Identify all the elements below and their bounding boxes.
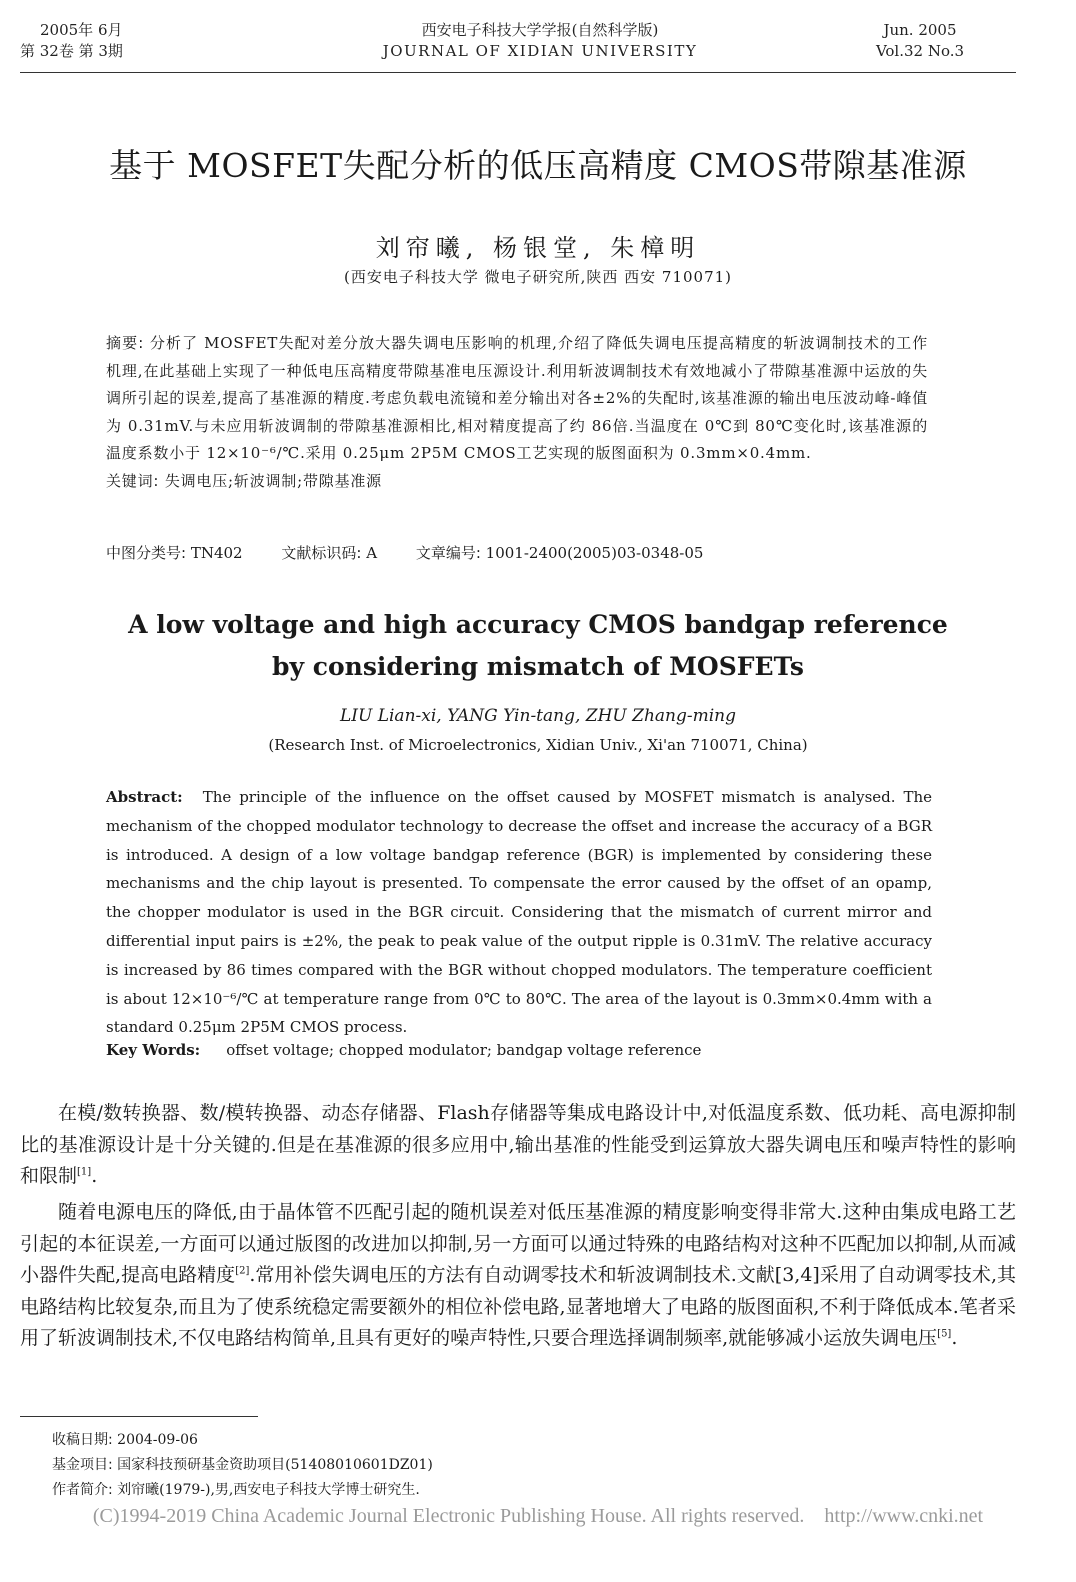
fund-label: 基金项目: [52, 1457, 113, 1473]
paper-affiliation-en: (Research Inst. of Microelectronics, Xidian Univ., Xi'an 710071, China) [268, 736, 808, 754]
clc-value: TN402 [186, 544, 243, 562]
footnote-bio [52, 1478, 952, 1503]
header-volume-en: Vol.32 No.3 [875, 42, 965, 60]
header-volume: 第 32卷 第 3期 [20, 42, 123, 60]
header-issue-info [20, 20, 240, 62]
citation-1: [1] [77, 1166, 92, 1178]
footnote-received [52, 1428, 952, 1453]
paper-title-en [0, 604, 1076, 688]
fund-value: 国家科技预研基金资助项目(51408010601DZ01) [112, 1457, 433, 1473]
abstract-en-label: Abstract: [106, 788, 183, 806]
body-p2-text-b: .常用补偿失调电压的方法有自动调零技术和斩波调制技术.文献[3,4]采用了自动调零技术,其电路结构比较复杂,而且为了使系统稳定需要额外的相位补偿电路,显著地增大了电路的版图面积,不利于降低成本.笔者采用了斩波调制技术,不仅电路结构简单,且具有更好的噪声特性,只要合理选择调制频率,就能够减小运放失调电压 [20, 1264, 1016, 1349]
classification-line [106, 542, 928, 563]
header-date-en: Jun. 2005 [883, 21, 957, 39]
body-p1-end: . [91, 1165, 98, 1187]
article-no-value: 1001-2400(2005)03-0348-05 [480, 544, 704, 562]
citation-2: [2] [235, 1265, 250, 1277]
keywords-en [106, 1041, 932, 1059]
copyright-url[interactable]: http://www.cnki.net [824, 1505, 984, 1527]
keywords-cn-label: 关键词: [106, 471, 160, 490]
journal-name-cn: 西安电子科技大学学报(自然科学版) [421, 21, 659, 39]
paper-title-en-line2: by considering mismatch of MOSFETs [272, 652, 804, 681]
keywords-cn [106, 468, 928, 496]
header-date: 2005年 6月 [40, 21, 123, 39]
abstract-cn-text: 分析了 MOSFET失配对差分放大器失调电压影响的机理,介绍了降低失调电压提高精度的斩波调制技术的工作机理,在此基础上实现了一种低电压高精度带隙基准电压源设计.利用斩波调制技术有效地减小了带隙基准源中运放的失调所引起的误差,提高了基准源的精度.考虑负载电流镜和差分输出对各±2%的失配时,该基准源的输出电压波动峰-峰值为 0.31mV.与未应用斩波调制的带隙基准源相比,相对精度提高了约 86倍.当温度在 0℃到 80℃变化时,该基准源的温度系数小于 12×10⁻⁶/℃.采用 0.25μm 2P5M CMOS工艺实现的版图面积为 0.3mm×0.4mm. [106, 334, 928, 462]
body-p1-text: 在模/数转换器、数/模转换器、动态存储器、Flash存储器等集成电路设计中,对低温度系数、低功耗、高电源抑制比的基准源设计是十分关键的.但是在基准源的很多应用中,输出基准的性能受到运算放大器失调电压和噪声特性的影响和限制 [20, 1102, 1016, 1187]
copyright-notice [0, 1505, 1076, 1528]
received-label: 收稿日期: [52, 1432, 113, 1448]
doc-code-value: A [361, 544, 378, 562]
abstract-en [106, 783, 932, 1042]
keywords-en-label: Key Words: [106, 1041, 201, 1059]
footnotes [52, 1428, 952, 1503]
body-paragraph-1 [20, 1098, 1016, 1193]
bio-value: 刘帘曦(1979-),男,西安电子科技大学博士研究生. [112, 1482, 420, 1498]
abstract-cn [106, 330, 928, 495]
header-issue-info-en [820, 20, 1020, 62]
paper-affiliation: (西安电子科技大学 微电子研究所,陕西 西安 710071) [343, 268, 733, 286]
body-paragraph-2 [20, 1197, 1016, 1355]
paper-authors-en: LIU Lian-xi, YANG Yin-tang, ZHU Zhang-ming [339, 706, 737, 726]
paper-title: 基于 MOSFET失配分析的低压高精度 CMOS带隙基准源 [109, 146, 967, 185]
body-p2-text-a: 随着电源电压的降低,由于晶体管不匹配引起的随机误差对低压基准源的精度影响变得非常大.这种由集成电路工艺引起的本征误差,一方面可以通过版图的改进加以抑制,另一方面可以通过特殊的电路结构对这种不匹配加以抑制,从而减小器件失配,提高电路精度 [20, 1201, 1016, 1286]
header-journal [300, 20, 780, 62]
header-divider [20, 72, 1016, 73]
received-value: 2004-09-06 [112, 1432, 198, 1448]
journal-name-en: JOURNAL OF XIDIAN UNIVERSITY [382, 42, 698, 60]
abstract-cn-label: 摘要: [106, 334, 145, 352]
footnote-divider [20, 1416, 258, 1417]
paper-title-en-line1: A low voltage and high accuracy CMOS bandgap reference [128, 610, 948, 639]
body-p2-end: . [951, 1327, 958, 1349]
clc-label: 中图分类号: [106, 544, 187, 562]
bio-label: 作者简介: [52, 1482, 113, 1498]
article-no-label: 文章编号: [415, 544, 481, 562]
copyright-text: (C)1994-2019 China Academic Journal Electronic Publishing House. All rights reserved. [92, 1505, 805, 1527]
doc-code-label: 文献标识码: [281, 544, 362, 562]
abstract-en-text: The principle of the influence on the offset caused by MOSFET mismatch is analysed. The mechanism of the chopped modulator technology to decrease the offset and increase the accuracy of a BGR is introduced. A design of a low voltage bandgap reference (BGR) is implemented by considering these mechanisms and the chip layout is presented. To compensate the error caused by the offset of an opamp, the chopper modulator is used in the BGR circuit. Considering that the mismatch of current mirror and differential input pairs is ±2%, the peak to peak value of the output ripple is 0.31mV. The relative accuracy is increased by 86 times compared with the BGR without chopped modulators. The temperature coefficient is about 12×10⁻⁶/℃ at temperature range from 0℃ to 80℃. The area of the layout is 0.3mm×0.4mm with a standard 0.25μm 2P5M CMOS process. [106, 788, 932, 1037]
footnote-fund [52, 1453, 952, 1478]
citation-5: [5] [937, 1328, 952, 1340]
keywords-cn-text: 失调电压;斩波调制;带隙基准源 [159, 471, 382, 490]
paper-authors: 刘帘曦, 杨银堂, 朱樟明 [375, 234, 701, 262]
keywords-en-text: offset voltage; chopped modulator; bandgap voltage reference [226, 1041, 702, 1059]
